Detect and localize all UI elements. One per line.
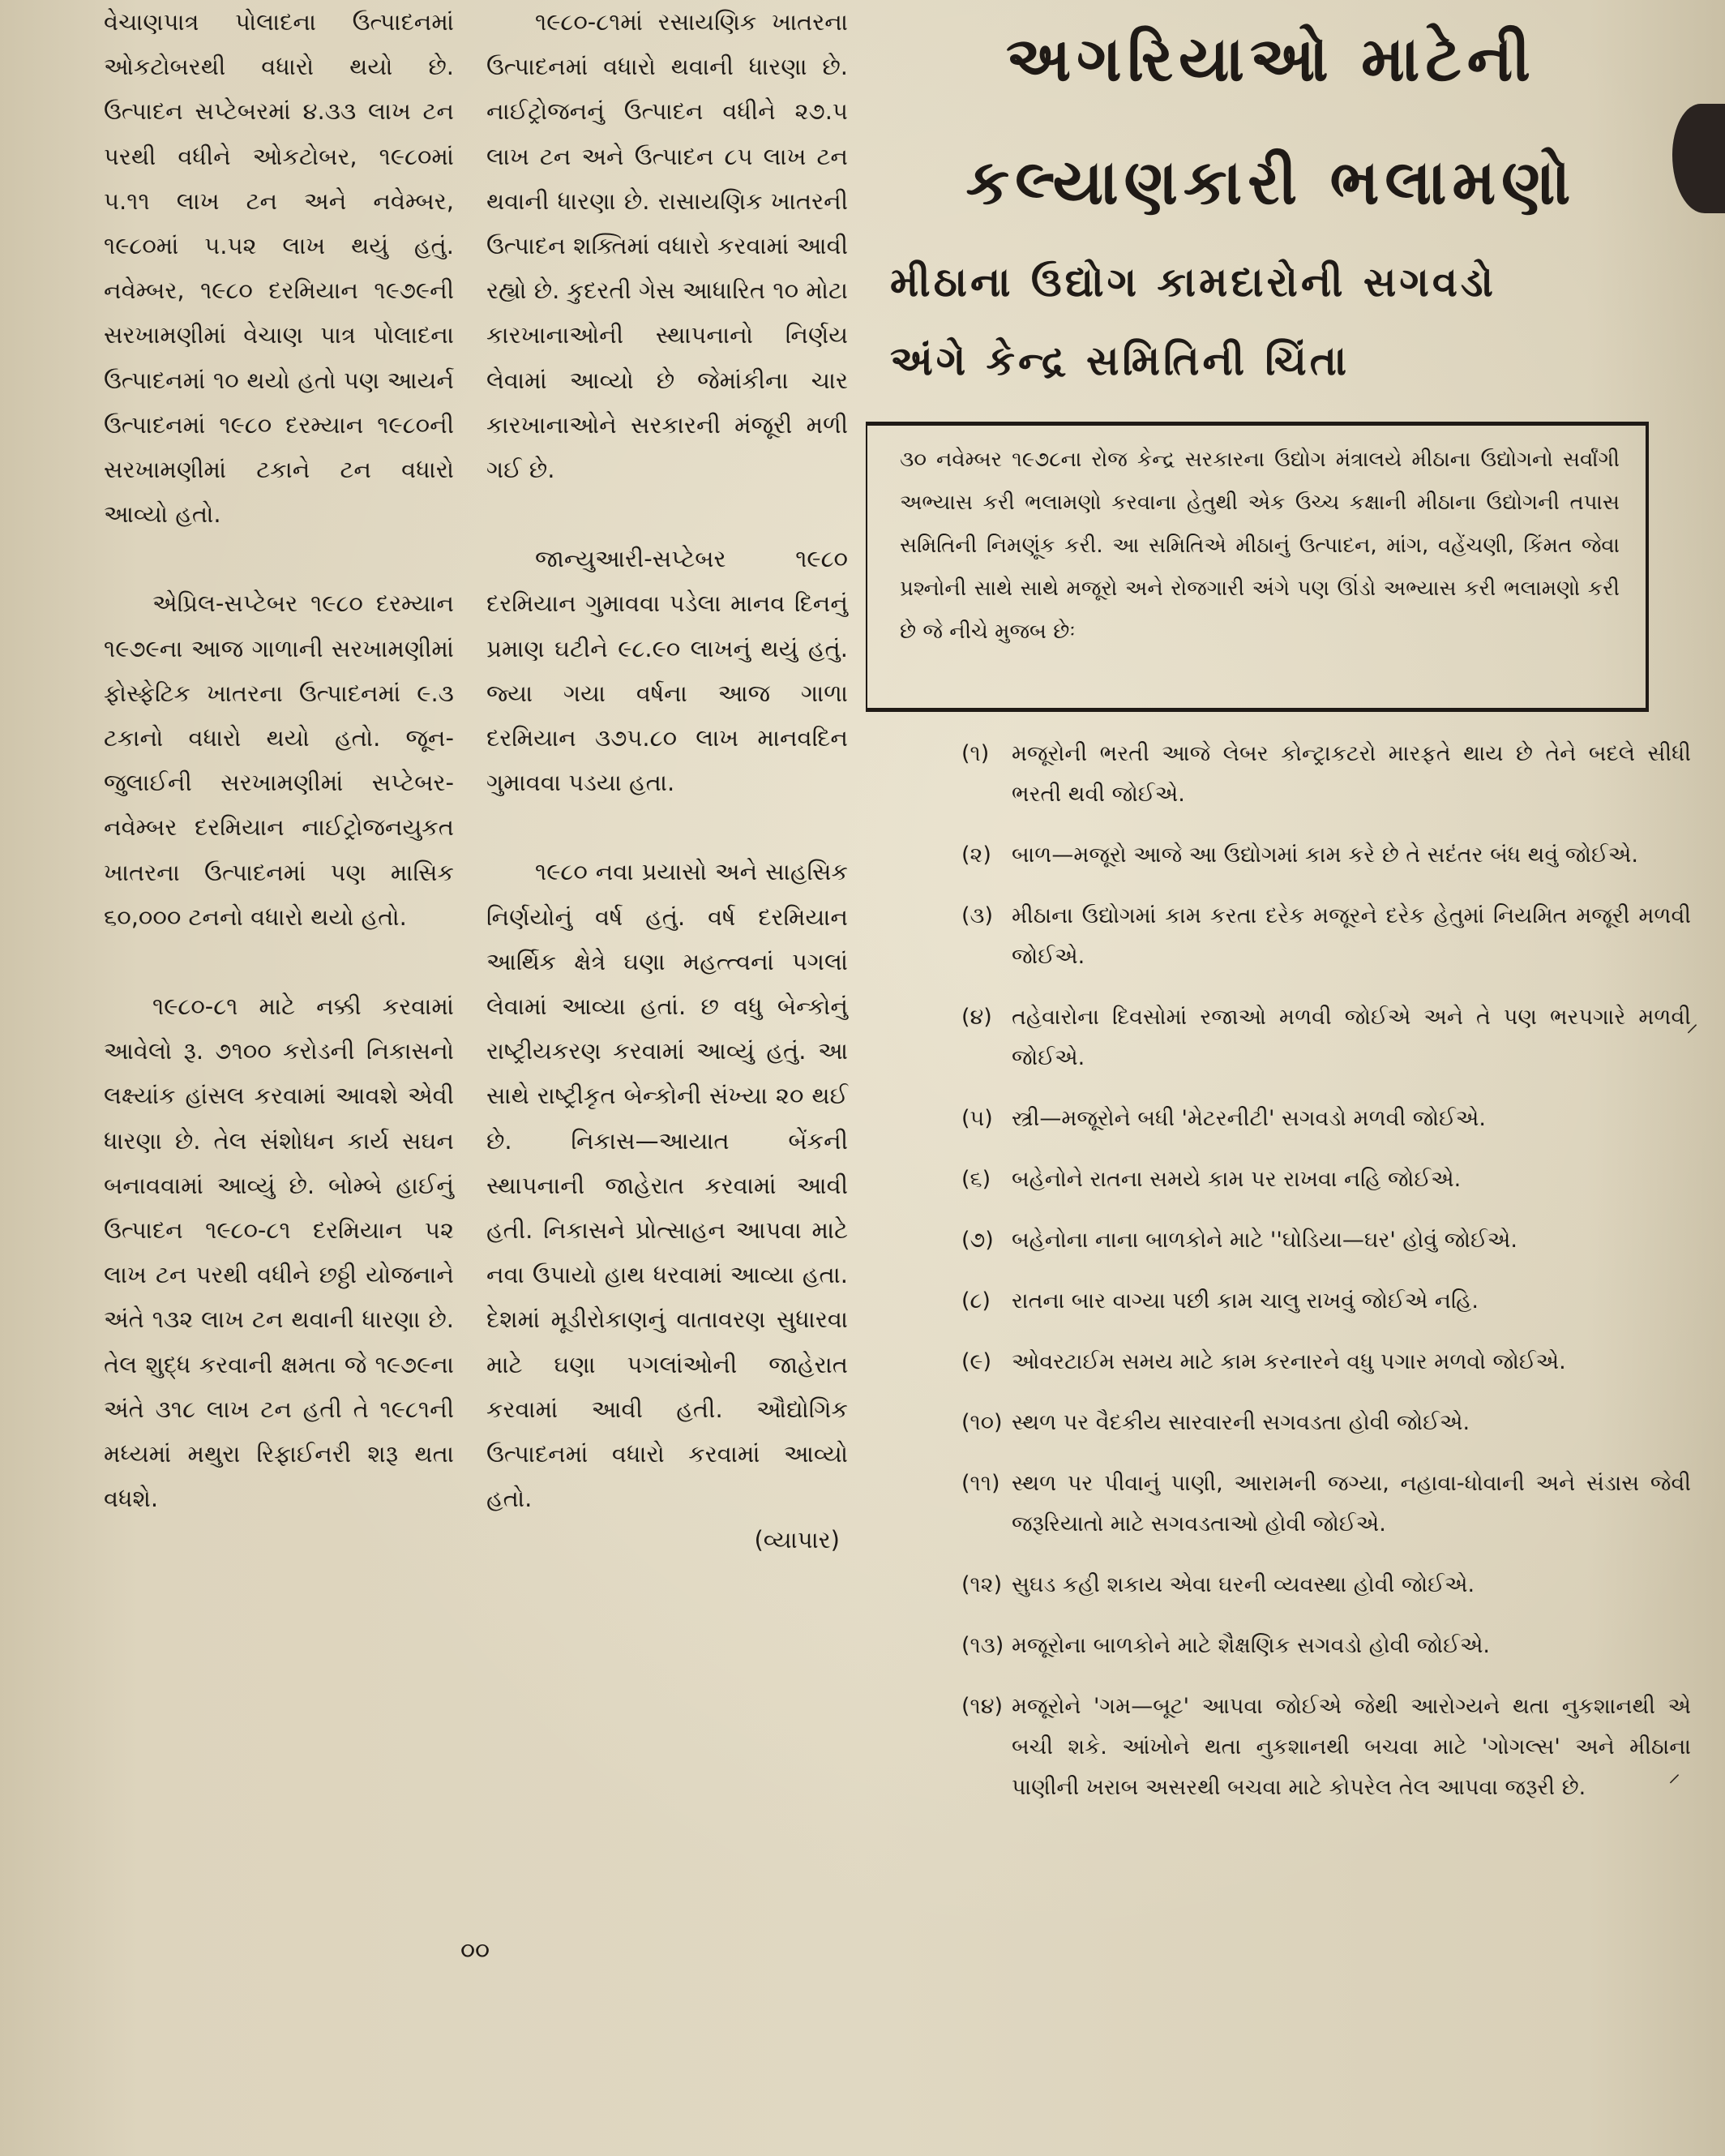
recommendation-item [961,1342,1691,1382]
recommendation-number: (૨) [961,842,991,868]
recommendation-text: સુઘડ કહી શકાય એવા ઘરની વ્યવસ્થા હોવી જોઈએ. [1012,1572,1475,1597]
recommendation-number: (૧૧) [961,1471,1000,1496]
page-number: ૦૦ [460,1936,490,1965]
recommendation-number: (૧૦) [961,1410,1003,1435]
intro-box [866,422,1649,712]
recommendation-text: સ્ત્રી—મજૂરોને બધી 'મેટરનીટી' સગવડો મળવી જોઈએ. [1012,1106,1486,1131]
recommendation-item [961,1403,1691,1443]
recommendation-number: (૪) [961,1005,992,1030]
recommendation-item [961,734,1691,815]
recommendation-text: સ્થળ પર વૈદકીય સારવારની સગવડતા હોવી જોઈએ. [1012,1410,1470,1435]
recommendation-text: મીઠાના ઉદ્યોગમાં કામ કરતા દરેક મજૂરને દરેક હેતુમાં નિયમિત મજૂરી મળવી જોઈએ. [1012,903,1691,969]
recommendation-number: (૬) [961,1167,991,1192]
recommendation-item [961,1464,1691,1545]
recommendation-item [961,1281,1691,1322]
recommendation-number: (૯) [961,1349,992,1374]
article-title-line-2: કલ્યાણકારી ભલામણો [965,146,1577,218]
recommendation-number: (૭) [961,1228,994,1253]
recommendation-number: (૧૪) [961,1694,1004,1719]
margin-mark: ⸝ [1668,1760,1680,1788]
margin-mark: ⸝ [1686,1009,1698,1038]
recommendation-text: મજૂરોની ભરતી આજે લેબર કોન્ટ્રાકટરો મારફતે થાય છે તેને બદલે સીધી ભરતી થવી જોઈએ. [1012,741,1691,807]
left-paragraph-steel: વેચાણપાત્ર પોલાદના ઉત્પાદનમાં ઓકટોબરથી વધારો થયો છે. ઉત્પાદન સપ્ટેબરમાં ૪.૩૩ લાખ ટન પરથી વધીને ઓકટોબર, ૧૯૮૦માં ૫.૧૧ લાખ ટન અને નવેમ્બર, ૧૯૮૦માં ૫.૫૨ લાખ થયું હતું. નવેમ્બર, ૧૯૮૦ દરમિયાન ૧૯૭૯ની સરખામણીમાં વેચાણ પાત્ર પોલાદના ઉત્પાદનમાં ૧૦ થયો હતો પણ આયર્ન ઉત્પાદનમાં ૧૯૮૦ દરમ્યાન ૧૯૮૦ની સરખામણીમાં ટકાને ટન વધારો આવ્યો હતો. [104,8,454,529]
recommendation-item [961,1687,1691,1808]
recommendation-text: બહેનોને રાતના સમયે કામ પર રાખવા નહિ જોઈએ. [1012,1167,1462,1192]
left-paragraph-exports: ૧૯૮૦-૮૧ માટે નક્કી કરવામાં આવેલો રૂ. ૭૧૦૦ કરોડની નિકાસનો લક્ષ્યાંક હાંસલ કરવામાં આવશે એવી ધારણા છે. તેલ સંશોધન કાર્ય સઘન બનાવવામાં આવ્યું છે. બોમ્બે હાઈનું ઉત્પાદન ૧૯૮૦-૮૧ દરમિયાન ૫૨ લાખ ટન પરથી વધીને છઠ્ઠી યોજનાને અંતે ૧૩૨ લાખ ટન થવાની ધારણા છે. તેલ શુદ્ધ કરવાની ક્ષમતા જે ૧૯૭૯ના અંતે ૩૧૮ લાખ ટન હતી તે ૧૯૮૧ની મધ્યમાં મથુરા રિફાઈનરી શરૂ થતા વધશે. [104,992,454,1513]
article-subtitle-line-2: અંગે કેન્દ્ર સમિતિની ચિંતા [890,336,1350,384]
recommendation-text: મજૂરોના બાળકોને માટે શૈક્ષણિક સગવડો હોવી જોઈએ. [1012,1633,1491,1658]
recommendation-item [961,1220,1691,1261]
recommendation-item [961,1099,1691,1139]
recommendation-number: (૧) [961,741,990,766]
recommendation-number: (૧૨) [961,1572,1003,1597]
recommendation-text: બહેનોના નાના બાળકોને માટે ''ઘોડિયા—ઘર' હોવું જોઈએ. [1012,1228,1517,1253]
recommendation-number: (૮) [961,1288,991,1314]
recommendation-number: (૧૩) [961,1633,1004,1658]
recommendation-item [961,1626,1691,1666]
article-title-line-1: અગરિયાઓ માટેની [1006,23,1536,95]
recommendation-text: તહેવારોના દિવસોમાં રજાઓ મળવી જોઈએ અને તે પણ ભરપગારે મળવી જોઈએ. [1012,1005,1691,1070]
recommendation-item [961,997,1691,1078]
recommendations-list [961,734,1691,1828]
left-paragraph-fertilizer: એપ્રિલ-સપ્ટેબર ૧૯૮૦ દરમ્યાન ૧૯૭૯ના આજ ગાળાની સરખામણીમાં ફોસ્ફેટિક ખાતરના ઉત્પાદનમાં ૯.૩ ટકાનો વધારો થયો હતો. જૂન-જુલાઈની સરખામણીમાં સપ્ટેબર-નવેમ્બર દરમિયાન નાઈટ્રોજનયુકત ખાતરના ઉત્પાદનમાં પણ માસિક ૬૦,૦૦૦ ટનનો વધારો થયો હતો. [104,589,454,931]
source-credit: (વ્યાપાર) [754,1525,840,1554]
recommendation-item [961,1159,1691,1200]
middle-paragraph-year-review: ૧૯૮૦ નવા પ્રયાસો અને સાહસિક નિર્ણયોનું વર્ષ હતું. વર્ષ દરમિયાન આર્થિક ક્ષેત્રે ઘણા મહત્ત્વનાં પગલાં લેવામાં આવ્યા હતાં. છ વધુ બેન્કોનું રાષ્ટ્રીયકરણ કરવામાં આવ્યું હતું. આ સાથે રાષ્ટ્રીકૃત બેન્કોની સંખ્યા ૨૦ થઈ છે. નિકાસ—આયાત બેંકની સ્થાપનાની જાહેરાત કરવામાં આવી હતી. નિકાસને પ્રોત્સાહન આપવા માટે નવા ઉપાયો હાથ ધરવામાં આવ્યા હતા. દેશમાં મૂડીરોકાણનું વાતાવરણ સુધારવા માટે ઘણા પગલાંઓની જાહેરાત કરવામાં આવી હતી. ઔદ્યોગિક ઉત્પાદનમાં વધારો કરવામાં આવ્યો હતો. [486,858,848,1513]
recommendation-item [961,896,1691,977]
ink-stain [1672,104,1725,213]
recommendation-item [961,835,1691,876]
article-subtitle-line-1: મીઠાના ઉદ્યોગ કામદારોની સગવડો [890,258,1496,306]
recommendation-text: ઓવરટાઈમ સમય માટે કામ કરનારને વધુ પગાર મળવો જોઈએ. [1012,1349,1566,1374]
middle-column [486,0,848,1562]
middle-paragraph-mandays: જાન્યુઆરી-સપ્ટેબર ૧૯૮૦ દરમિયાન ગુમાવવા પડેલા માનવ દિનનું પ્રમાણ ઘટીને ૯૮.૯૦ લાખનું થયું હતું. જ્યા ગયા વર્ષના આજ ગાળા દરમિયાન ૩૭૫.૮૦ લાખ માનવદિન ગુમાવવા પડયા હતા. [486,545,848,797]
recommendation-text: બાળ—મજૂરો આજે આ ઉદ્યોગમાં કામ કરે છે તે સદંતર બંધ થવું જોઈએ. [1012,842,1638,868]
recommendation-text: સ્થળ પર પીવાનું પાણી, આરામની જગ્યા, નહાવા-ધોવાની અને સંડાસ જેવી જરૂરિયાતો માટે સગવડતાઓ હોવી જોઈએ. [1012,1471,1691,1537]
recommendation-item [961,1565,1691,1605]
recommendation-number: (૩) [961,903,994,928]
middle-paragraph-chemical-fertilizer: ૧૯૮૦-૮૧માં રસાયણિક ખાતરના ઉત્પાદનમાં વધારો થવાની ધારણા છે. નાઈટ્રોજનનું ઉત્પાદન વધીને ૨૭.૫ લાખ ટન અને ઉત્પાદન ૮૫ લાખ ટન થવાની ધારણા છે. રાસાયણિક ખાતરની ઉત્પાદન શક્તિમાં વધારો કરવામાં આવી રહ્યો છે. કુદરતી ગેસ આધારિત ૧૦ મોટા કારખાનાઓની સ્થાપનાનો નિર્ણય લેવામાં આવ્યો છે જેમાંકીના ચાર કારખાનાઓને સરકારની મંજૂરી મળી ગઈ છે. [486,8,848,484]
recommendation-text: રાતના બાર વાગ્યા પછી કામ ચાલુ રાખવું જોઈએ નહિ. [1012,1288,1479,1314]
recommendation-number: (૫) [961,1106,993,1131]
intro-text: ૩૦ નવેમ્બર ૧૯૭૮ના રોજ કેન્દ્ર સરકારના ઉદ્યોગ મંત્રાલયે મીઠાના ઉદ્યોગનો સર્વાંગી અભ્યાસ કરી ભલામણો કરવાના હેતુથી એક ઉચ્ચ કક્ષાની મીઠાના ઉદ્યોગની તપાસ સમિતિની નિમણૂંક કરી. આ સમિતિએ મીઠાનું ઉત્પાદન, માંગ, વહેંચણી, કિંમત જેવા પ્રશ્નોની સાથે સાથે મજૂરો અને રોજગારી અંગે પણ ઊંડો અભ્યાસ કરી ભલામણો કરી છે જે નીચે મુજબ છેઃ [900,448,1620,644]
recommendation-text: મજૂરોને 'ગમ—બૂટ' આપવા જોઈએ જેથી આરોગ્યને થતા નુકશાનથી એ બચી શકે. આંખોને થતા નુકશાનથી બચવા માટે 'ગોગલ્સ' અને મીઠાના પાણીની ખરાબ અસરથી બચવા માટે કોપરેલ તેલ આપવા જરૂરી છે. [1012,1694,1691,1800]
left-column [104,0,454,1567]
